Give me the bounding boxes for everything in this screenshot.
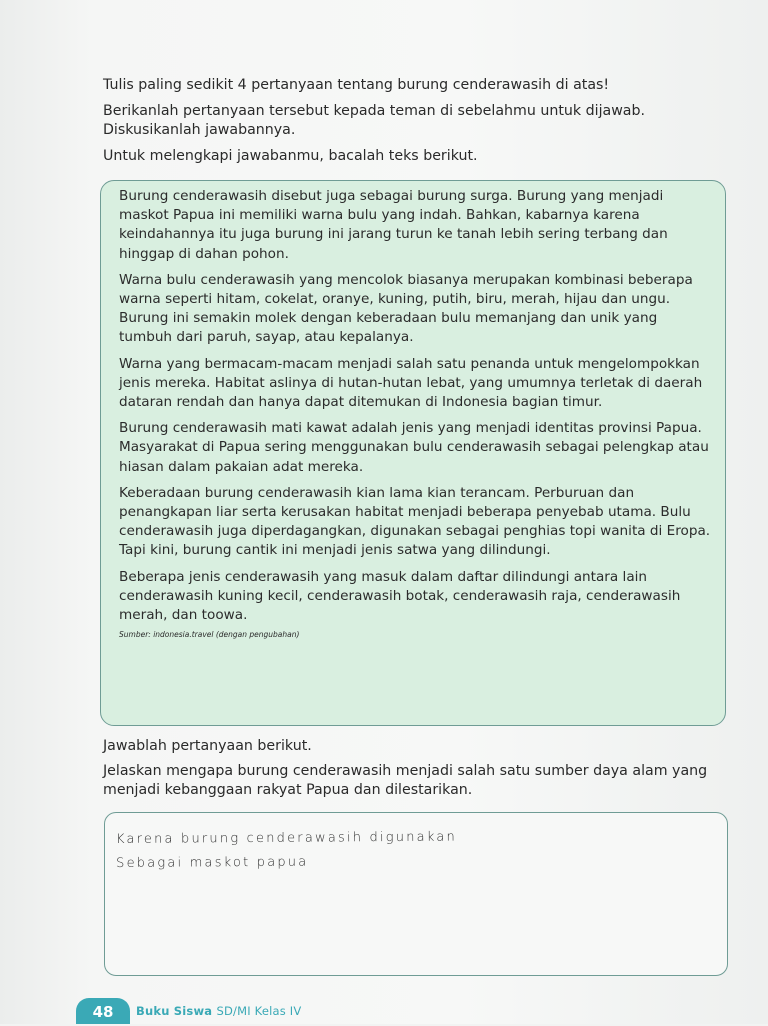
reading-paragraph: Warna bulu cenderawasih yang mencolok biasanya merupakan kombinasi beberapa warna seperti hitam, cokelat, oranye, kuning, putih, biru, merah, hijau dan ungu. Burung ini semakin molek dengan keberadaan bulu memanjang dan unik yang tumbuh dari paruh, sayap, atau kepalanya. xyxy=(119,271,693,346)
book-title xyxy=(136,1004,301,1018)
handwritten-line: Sebagai maskot papua xyxy=(116,854,309,871)
reading-text-box xyxy=(100,180,726,726)
instruction-write-questions: Tulis paling sedikit 4 pertanyaan tentang burung cenderawasih di atas! xyxy=(103,77,610,93)
handwritten-answer xyxy=(116,824,676,876)
question-instruction: Jawablah pertanyaan berikut. xyxy=(103,738,312,754)
reading-paragraph: Burung cenderawasih mati kawat adalah jenis yang menjadi identitas provinsi Papua. Masyarakat di Papua sering menggunakan bulu cenderawasih sebagai pelengkap atau hiasan dalam pakaian adat mereka. xyxy=(119,420,709,475)
question-section xyxy=(103,737,743,806)
reading-paragraph: Beberapa jenis cenderawasih yang masuk dalam daftar dilindungi antara lain cenderawasih kuning kecil, cenderawasih botak, cenderawasih raja, cenderawasih merah, dan toowa. xyxy=(119,568,681,624)
page-footer xyxy=(76,994,768,1024)
question-text: Jelaskan mengapa burung cenderawasih menjadi salah satu sumber daya alam yang menjadi kebanggaan rakyat Papua dan dilestarikan. xyxy=(103,763,708,798)
source-citation: Sumber: indonesia.travel (dengan pengubahan) xyxy=(119,630,300,640)
reading-paragraph: Warna yang bermacam-macam menjadi salah satu penanda untuk mengelompokkan jenis mereka. Habitat aslinya di hutan-hutan lebat, yang umumnya terletak di daerah dataran rendah dan hanya dapat ditemukan di Indonesia bagian timur. xyxy=(119,355,703,411)
reading-paragraph: Burung cenderawasih disebut juga sebagai burung surga. Burung yang menjadi maskot Papua ini memiliki warna bulu yang indah. Bahkan, kabarnya karena keindahannya itu juga burung ini jarang turun ke tanah lebih sering terbang dan hinggap di dahan pohon. xyxy=(119,188,668,262)
book-title-grade: SD/MI Kelas IV xyxy=(216,1004,302,1018)
instructions xyxy=(103,76,743,173)
handwritten-line: Karena burung cenderawasih digunakan xyxy=(115,829,457,847)
reading-paragraph: Keberadaan burung cenderawasih kian lama kian terancam. Perburuan dan penangkapan liar serta kerusakan habitat menjadi beberapa penyebab utama. Bulu cenderawasih juga diperdagangkan, digunakan sebagai penghias topi wanita di Eropa. Tapi kini, burung cantik ini menjadi jenis satwa yang dilindungi. xyxy=(119,484,711,559)
book-title-main: Buku Siswa xyxy=(136,1004,213,1018)
instruction-read-text: Untuk melengkapi jawabanmu, bacalah teks berikut. xyxy=(103,148,478,164)
instruction-ask-friend: Berikanlah pertanyaan tersebut kepada teman di sebelahmu untuk dijawab. Diskusikanlah jawabannya. xyxy=(103,103,646,138)
page-number-badge: 48 xyxy=(76,998,130,1024)
